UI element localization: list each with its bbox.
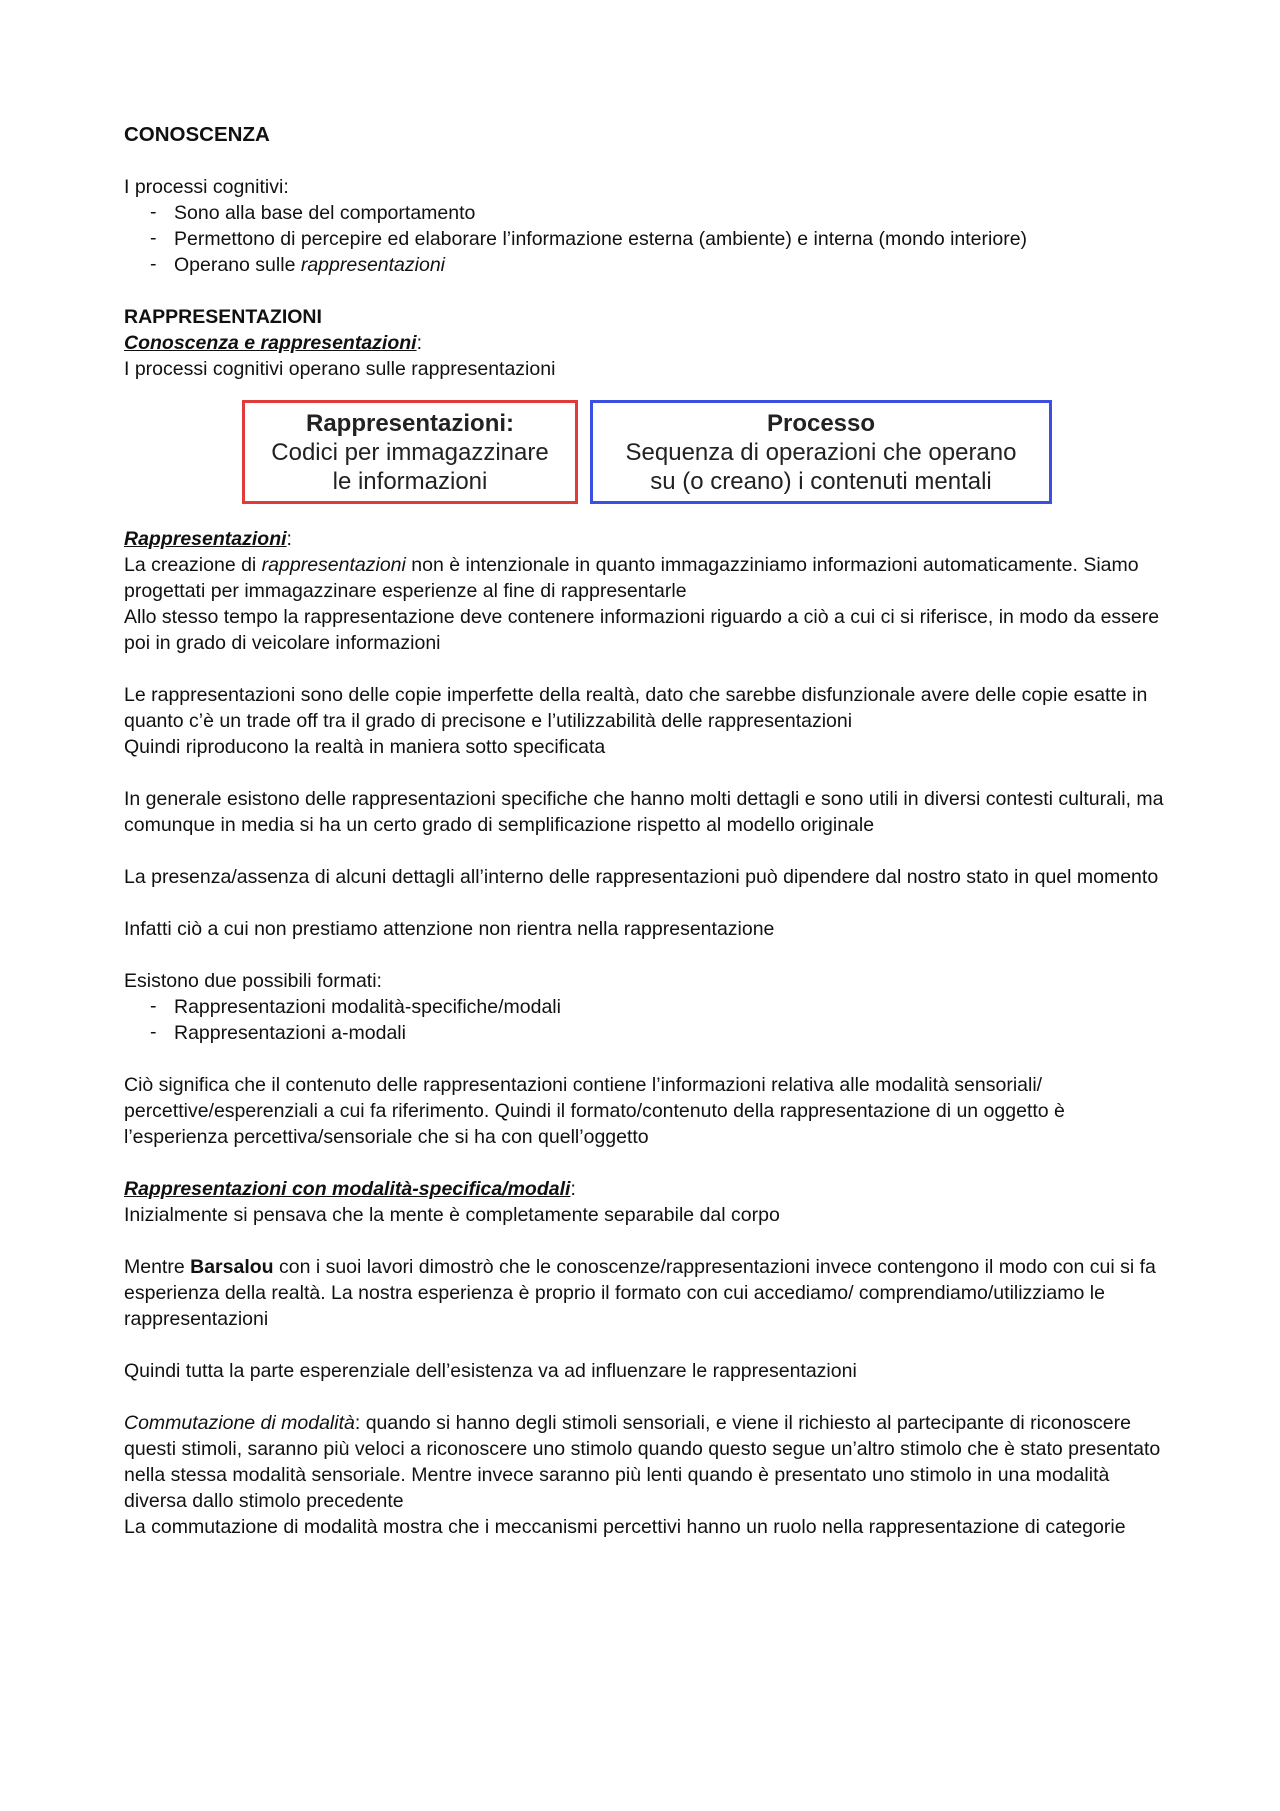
diagram-box-process: Processo Sequenza di operazioni che operano su (o creano) i contenuti mentali [590, 400, 1052, 504]
intro-lead: I processi cognitivi: [124, 176, 289, 198]
list-item: - Rappresentazioni a-modali [150, 1020, 1174, 1046]
formats-list [124, 994, 1174, 1046]
document-body [124, 122, 1174, 1540]
section-heading: RAPPRESENTAZIONI [124, 306, 322, 328]
paragraph: La presenza/assenza di alcuni dettagli all’interno delle rappresentazioni può dipendere dal nostro stato in quel momento [124, 866, 1159, 888]
diagram [124, 400, 1174, 504]
list-item: - Rappresentazioni modalità-specifiche/modali [150, 994, 1174, 1020]
paragraph: Commutazione di modalità: quando si hanno degli stimoli sensoriali, e viene il richiesto al partecipante di riconoscere questi stimoli, saranno più veloci a riconoscere uno stimolo quando questo segue un’altro stimolo che è stato presentato nella stessa modalità sensoriale. Mentre invece saranno più lenti quando è presentato uno stimolo in una modalità diversa dallo stimolo precedente [124, 1412, 1161, 1512]
paragraph: Quindi riproducono la realtà in maniera sotto specificata [124, 736, 606, 758]
paragraph: Quindi tutta la parte esperenziale dell’esistenza va ad influenzare le rappresentazioni [124, 1360, 857, 1382]
paragraph: Infatti ciò a cui non prestiamo attenzione non rientra nella rappresentazione [124, 918, 775, 940]
intro-list [124, 200, 1174, 278]
list-item: - Operano sulle rappresentazioni [150, 252, 1174, 278]
paragraph: La commutazione di modalità mostra che i meccanismi percettivi hanno un ruolo nella rappresentazione di categorie [124, 1516, 1126, 1538]
paragraph: Le rappresentazioni sono delle copie imperfette della realtà, dato che sarebbe disfunzionale avere delle copie esatte in quanto c’è un trade off tra il grado di precisone e l’utilizzabilità delle rappresentazioni [124, 684, 1148, 732]
paragraph: Ciò significa che il contenuto delle rappresentazioni contiene l’informazioni relativa alle modalità sensoriali/ percettive/esperenziali a cui fa riferimento. Quindi il formato/contenuto della rappresentazione di un oggetto è l’esperienza percettiva/sensoriale che si ha con quell’oggetto [124, 1074, 1065, 1148]
paragraph: La creazione di rappresentazioni non è intenzionale in quanto immagazziniamo informazioni automaticamente. Siamo progettati per immagazzinare esperienze al fine di rappresentarle [124, 554, 1139, 602]
diagram-box-representations: Rappresentazioni: Codici per immagazzinare le informazioni [242, 400, 578, 504]
paragraph: I processi cognitivi operano sulle rappresentazioni [124, 358, 556, 380]
paragraph: Allo stesso tempo la rappresentazione deve contenere informazioni riguardo a ciò a cui ci si riferisce, in modo da essere poi in grado di veicolare informazioni [124, 606, 1160, 654]
subheading: Conoscenza e rappresentazioni: [124, 332, 422, 354]
paragraph: Esistono due possibili formati: [124, 970, 382, 992]
page-title: CONOSCENZA [124, 123, 270, 146]
subheading: Rappresentazioni con modalità-specifica/modali: [124, 1178, 576, 1200]
subheading: Rappresentazioni: [124, 528, 292, 550]
paragraph: Inizialmente si pensava che la mente è completamente separabile dal corpo [124, 1204, 780, 1226]
list-item: - Sono alla base del comportamento [150, 200, 1174, 226]
paragraph: Mentre Barsalou con i suoi lavori dimostrò che le conoscenze/rappresentazioni invece contengono il modo con cui si fa esperienza della realtà. La nostra esperienza è proprio il formato con cui accediamo/ comprendiamo/utilizziamo le rappresentazioni [124, 1256, 1156, 1330]
list-item: - Permettono di percepire ed elaborare l’informazione esterna (ambiente) e interna (mondo interiore) [150, 226, 1174, 252]
paragraph: In generale esistono delle rappresentazioni specifiche che hanno molti dettagli e sono utili in diversi contesti culturali, ma comunque in media si ha un certo grado di semplificazione rispetto al modello originale [124, 788, 1164, 836]
